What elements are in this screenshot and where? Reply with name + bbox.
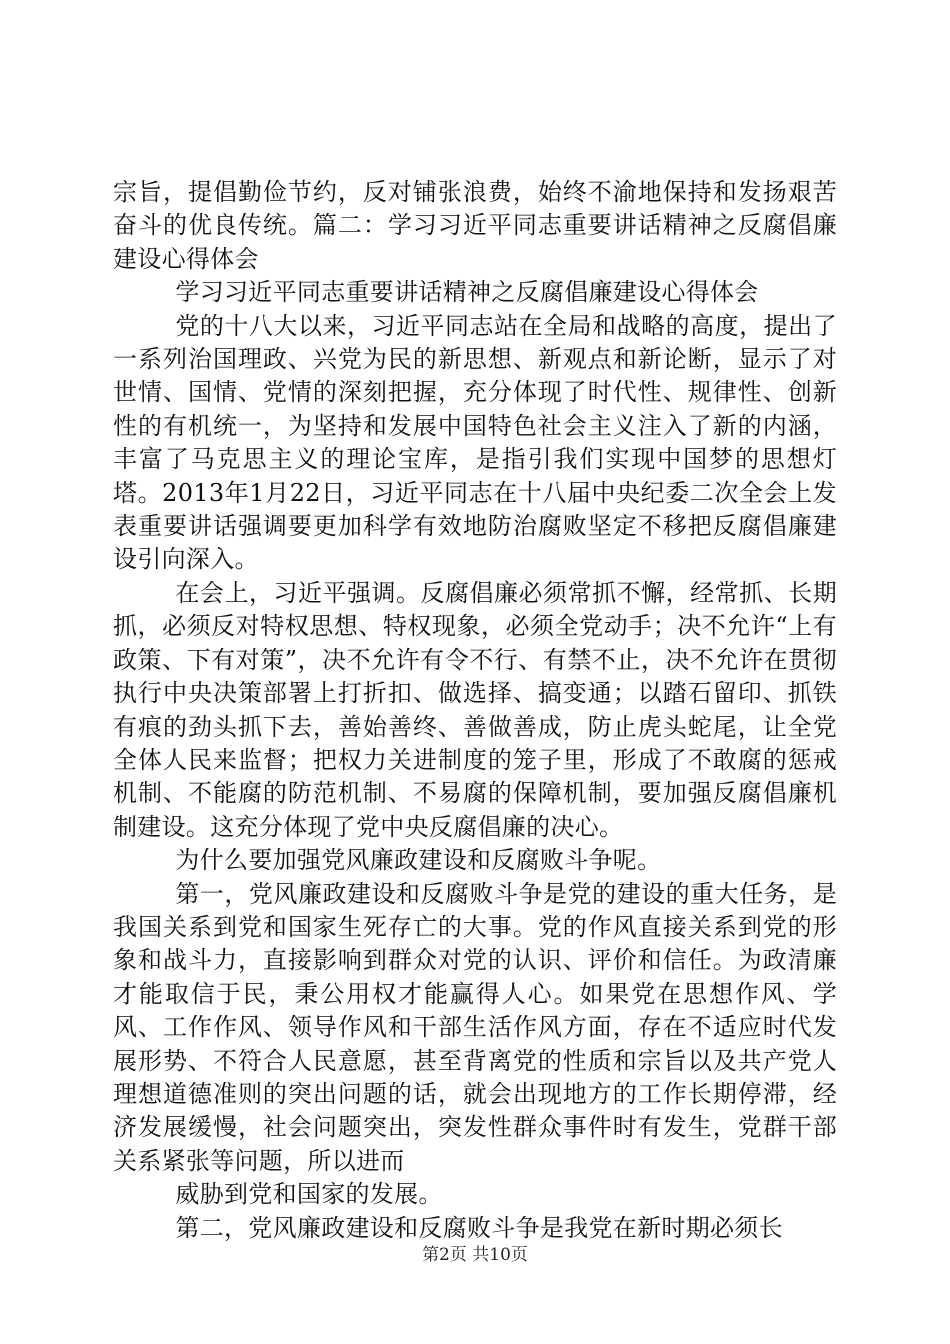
paragraph: 党的十八大以来，习近平同志站在全局和战略的高度，提出了一系列治国理政、兴党为民的新思想、新观点和新论断，显示了对世情、国情、党情的深刻把握，充分体现了时代性、规律性、创新性的有机统一，为坚持和发展中国特色社会主义注入了新的内涵，丰富了马克思主义的理论宝库，是指引我们实现中国梦的思想灯塔。2013年1月22日，习近平同志在十八届中央纪委二次全会上发表重要讲话强调要更加科学有效地防治腐败坚定不移把反腐倡廉建设引向深入。 bbox=[113, 311, 837, 574]
page-number-footer: 第2页 共10页 bbox=[422, 1245, 528, 1265]
paragraph: 宗旨，提倡勤俭节约，反对铺张浪费，始终不渝地保持和发扬艰苦奋斗的优良传统。篇二：学习习近平同志重要讲话精神之反腐倡廉建设心得体会 bbox=[113, 178, 837, 273]
paragraph: 为什么要加强党风廉政建设和反腐败斗争呢。 bbox=[175, 846, 662, 875]
paragraph: 威胁到党和国家的发展。 bbox=[175, 1180, 443, 1209]
document-body bbox=[113, 176, 837, 1245]
section-heading: 学习习近平同志重要讲话精神之反腐倡廉建设心得体会 bbox=[175, 278, 759, 307]
paragraph: 第二，党风廉政建设和反腐败斗争是我党在新时期必须长 bbox=[175, 1213, 783, 1242]
paragraph: 第一，党风廉政建设和反腐败斗争是党的建设的重大任务，是我国关系到党和国家生死存亡的大事。党的作风直接关系到党的形象和战斗力，直接影响到群众对党的认识、评价和信任。为政清廉才能取信于民，秉公用权才能赢得人心。如果党在思想作风、学风、工作作风、领导作风和干部生活作风方面，存在不适应时代发展形势、不符合人民意愿，甚至背离党的性质和宗旨以及共产党人理想道德准则的突出问题的话，就会出现地方的工作长期停滞，经济发展缓慢，社会问题突出，突发性群众事件时有发生，党群干部关系紧张等问题，所以进而 bbox=[113, 879, 837, 1175]
paragraph: 在会上，习近平强调。反腐倡廉必须常抓不懈，经常抓、长期抓，必须反对特权思想、特权现象，必须全党动手；决不允许“上有政策、下有对策”，决不允许有令不行、有禁不止，决不允许在贯彻执行中央决策部署上打折扣、做选择、搞变通；以踏石留印、抓铁有痕的劲头抓下去，善始善终、善做善成，防止虎头蛇尾，让全党全体人民来监督；把权力关进制度的笼子里，形成了不敢腐的惩戒机制、不能腐的防范机制、不易腐的保障机制，要加强反腐倡廉机制建设。这充分体现了党中央反腐倡廉的决心。 bbox=[113, 578, 837, 841]
